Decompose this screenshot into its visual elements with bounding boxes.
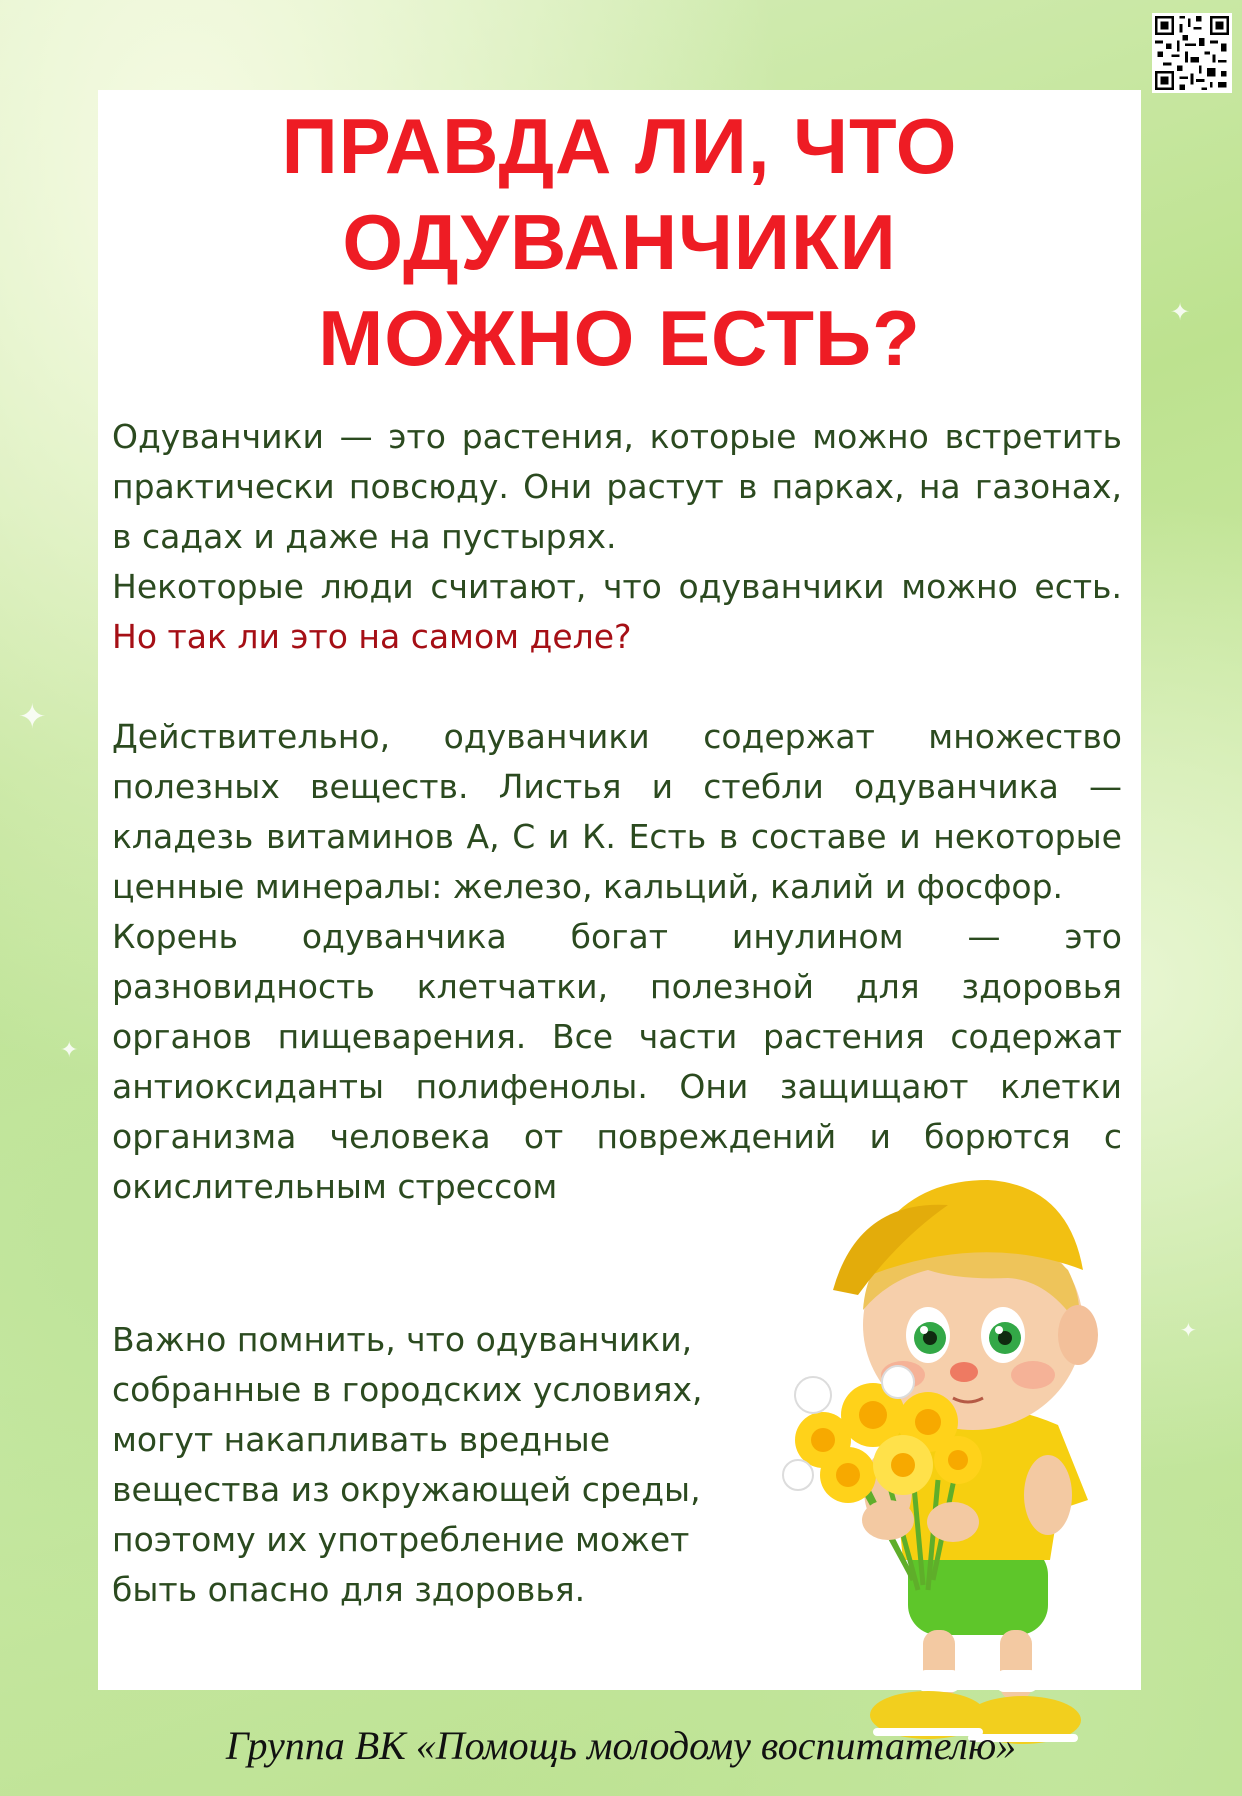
title-line-1: ПРАВДА ЛИ, ЧТО	[281, 102, 958, 190]
benefits-paragraph-2: Корень одуванчика богат инулином — это разновидность клетчатки, полезной для здоровья органов пищеварения. Все части растения содержат антиоксиданты полифенолы. Они защищают клетки организма человека от повреждений и борются с окислительным стрессом	[112, 917, 1122, 1206]
footer-caption: Группа ВК «Помощь молодому воспитателю»	[225, 1723, 1017, 1768]
page-title	[98, 98, 1141, 386]
qr-code-icon[interactable]	[1152, 13, 1232, 93]
sparkle-decoration: ✦	[18, 697, 47, 737]
sparkle-decoration: ✦	[1180, 1318, 1197, 1342]
title-line-3: МОЖНО ЕСТЬ?	[318, 294, 921, 382]
sparkle-decoration: ✦	[60, 1038, 79, 1063]
title-line-2: ОДУВАНЧИКИ	[342, 198, 897, 286]
benefits-paragraph-1: Действительно, одуванчики содержат множество полезных веществ. Листья и стебли одуванчика — кладезь витаминов А, С и К. Есть в составе и некоторые ценные минералы: железо, кальций, калий и фосфор.	[112, 717, 1122, 906]
intro-section	[112, 412, 1122, 662]
benefits-section	[112, 712, 1122, 1212]
intro-paragraph-2	[112, 562, 1122, 662]
intro-paragraph: Одуванчики — это растения, которые можно встретить практически повсюду. Они растут в парках, на газонах, в садах и даже на пустырях.	[112, 417, 1122, 556]
intro-statement: Некоторые люди считают, что одуванчики можно есть.	[112, 567, 1122, 606]
content-card	[98, 90, 1141, 1690]
boy-with-dandelions-illustration	[738, 1160, 1168, 1760]
sparkle-decoration: ✦	[1170, 298, 1191, 326]
intro-question: Но так ли это на самом деле?	[112, 617, 632, 656]
warning-paragraph: Важно помнить, что одуванчики, собранные в городских условиях, могут накапливать вредные вещества из окружающей среды, поэтому их употребление может быть опасно для здоровья.	[112, 1320, 703, 1609]
